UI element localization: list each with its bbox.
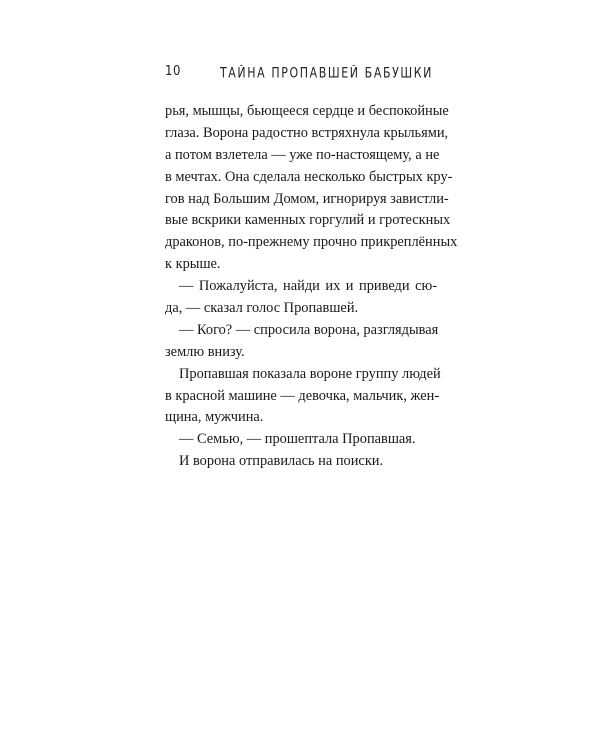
text-line: а потом взлетела — уже по-настоящему, а не xyxy=(165,146,440,163)
text-line: — Кого? — спросила ворона, разглядывая xyxy=(179,321,439,338)
text-line: землю внизу. xyxy=(165,343,245,360)
text-line: рья, мышцы, бьющееся сердце и беспокойные xyxy=(165,103,449,119)
text-line: глаза. Ворона радостно встряхнула крыльями, xyxy=(165,124,449,141)
text-line: щина, мужчина. xyxy=(165,409,264,426)
text-line: вые вскрики каменных горгулий и гротескных xyxy=(165,212,451,229)
text-line: к крыше. xyxy=(165,256,221,273)
running-header xyxy=(165,64,433,84)
body-text xyxy=(165,101,458,473)
text-line: — Семью, — прошептала Пропавшая. xyxy=(179,431,416,448)
text-line: — Пожалуйста, найди их и приведи сю- xyxy=(179,278,437,295)
text-line: в мечтах. Она сделала несколько быстрых кру- xyxy=(165,168,453,185)
page-number: 10 xyxy=(165,64,181,79)
text-line: И ворона отправилась на поиски. xyxy=(179,453,384,470)
text-line: гов над Большим Домом, игнорируя завистли- xyxy=(165,190,449,207)
text-line: в красной машине — девочка, мальчик, жен- xyxy=(165,387,440,404)
text-line: да, — сказал голос Пропавшей. xyxy=(165,300,359,317)
text-line: Пропавшая показала вороне группу людей xyxy=(179,365,441,382)
text-line: драконов, по-прежнему прочно прикреплённых xyxy=(165,234,458,251)
book-title: ТАЙНА ПРОПАВШЕЙ БАБУШКИ xyxy=(219,65,433,82)
